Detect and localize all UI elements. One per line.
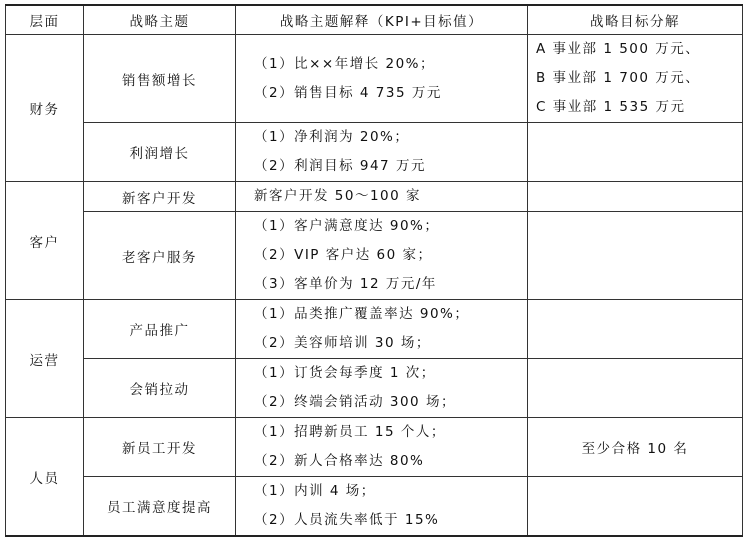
- layer-cell: 运营: [6, 300, 84, 418]
- theme-cell: 员工满意度提高: [84, 477, 236, 537]
- theme-cell: 老客户服务: [84, 212, 236, 300]
- header-kpi: 战略主题解释（KPI+目标值）: [236, 5, 528, 35]
- kpi-line: （2）销售目标 4 735 万元: [254, 84, 442, 101]
- kpi-line: （2）VIP 客户达 60 家；: [254, 247, 433, 263]
- target-cell: [528, 182, 743, 212]
- table-row: [6, 212, 743, 300]
- theme-cell: 新员工开发: [84, 418, 236, 477]
- target-cell: [528, 123, 743, 182]
- kpi-cell: [236, 212, 528, 300]
- target-cell: [528, 212, 743, 300]
- kpi-cell: [236, 418, 528, 477]
- table-row: [6, 477, 743, 537]
- kpi-line: （2）新人合格率达 80%: [254, 453, 425, 469]
- layer-cell: 人员: [6, 418, 84, 537]
- theme-cell: 会销拉动: [84, 359, 236, 418]
- strategy-table: [5, 4, 743, 537]
- kpi-cell: [236, 359, 528, 418]
- kpi-cell: [236, 477, 528, 537]
- kpi-cell: [236, 35, 528, 123]
- table-row: [6, 359, 743, 418]
- target-line: A 事业部 1 500 万元、: [536, 41, 701, 57]
- theme-cell: 利润增长: [84, 123, 236, 182]
- layer-cell: 财务: [6, 35, 84, 182]
- kpi-cell: [236, 182, 528, 212]
- kpi-line: （2）终端会销活动 300 场；: [254, 394, 456, 410]
- kpi-line: （2）美容师培训 30 场；: [254, 335, 431, 351]
- kpi-line: 新客户开发 50～100 家: [254, 188, 422, 204]
- theme-cell: 新客户开发: [84, 182, 236, 212]
- theme-cell: 产品推广: [84, 300, 236, 359]
- table-row: [6, 300, 743, 359]
- header-layer: 层面: [6, 5, 84, 35]
- target-cell: [528, 359, 743, 418]
- target-cell: 至少合格 10 名: [528, 418, 743, 477]
- table-row: [6, 123, 743, 182]
- kpi-line: （1）订货会每季度 1 次；: [254, 365, 436, 381]
- kpi-line: （1）招聘新员工 15 个人；: [254, 424, 446, 440]
- theme-cell: 销售额增长: [84, 35, 236, 123]
- table-row: [6, 35, 743, 123]
- kpi-line: （2）人员流失率低于 15%: [254, 512, 440, 528]
- table-row: [6, 182, 743, 212]
- target-line: B 事业部 1 700 万元、: [536, 70, 701, 86]
- header-row: [6, 5, 743, 35]
- kpi-line: （1）内训 4 场；: [254, 483, 376, 499]
- target-line: C 事业部 1 535 万元: [536, 99, 686, 115]
- header-theme: 战略主题: [84, 5, 236, 35]
- kpi-line: （1）净利润为 20%；: [254, 129, 410, 145]
- kpi-line: （1）客户满意度达 90%；: [254, 218, 440, 234]
- target-cell: [528, 35, 743, 123]
- target-cell: [528, 477, 743, 537]
- target-cell: [528, 300, 743, 359]
- kpi-line: （2）利润目标 947 万元: [254, 158, 426, 174]
- kpi-cell: [236, 300, 528, 359]
- layer-cell: 客户: [6, 182, 84, 300]
- table-row: [6, 418, 743, 477]
- header-target: 战略目标分解: [528, 5, 743, 35]
- kpi-cell: [236, 123, 528, 182]
- kpi-line: （1）品类推广覆盖率达 90%；: [254, 306, 470, 322]
- kpi-line: （1）比××年增长 20%；: [254, 55, 436, 72]
- kpi-line: （3）客单价为 12 万元/年: [254, 276, 437, 292]
